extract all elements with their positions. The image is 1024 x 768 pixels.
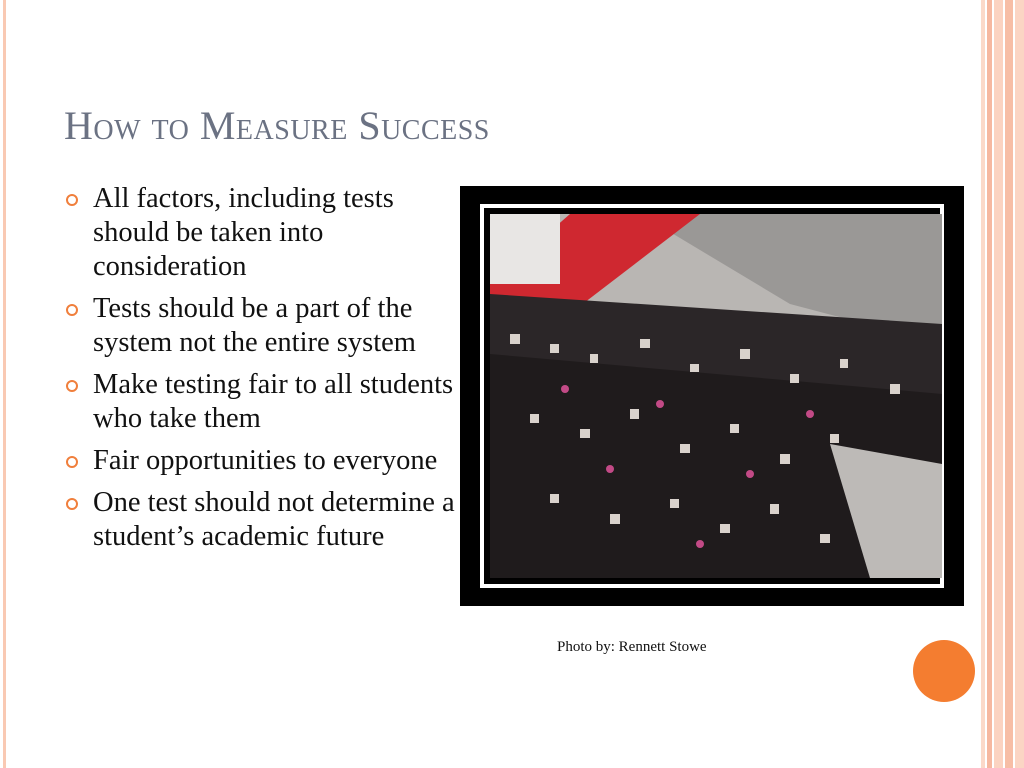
bullet-list <box>64 182 456 562</box>
graduation-crowd-image <box>490 214 942 578</box>
left-border-stripe <box>3 0 6 768</box>
bullet-icon <box>66 456 78 468</box>
bullet-icon <box>66 380 78 392</box>
bullet-text: Make testing fair to all students who take them <box>93 369 454 434</box>
list-item <box>64 486 456 554</box>
graduation-photo-frame <box>460 186 964 606</box>
list-item <box>64 368 456 436</box>
bullet-text: Tests should be a part of the system not the entire system <box>93 293 416 358</box>
graduation-photo <box>480 204 944 588</box>
list-item <box>64 444 456 478</box>
list-item <box>64 292 456 360</box>
slide-title: How to Measure Success <box>64 103 490 148</box>
photo-caption: Photo by: Rennett Stowe <box>557 639 707 655</box>
bullet-text: One test should not determine a student’s academic future <box>93 487 455 552</box>
decorative-orange-circle <box>913 640 975 702</box>
bullet-text: Fair opportunities to everyone <box>93 445 438 476</box>
list-item <box>64 182 456 284</box>
bullet-text: All factors, including tests should be taken into consideration <box>93 183 394 282</box>
bullet-icon <box>66 498 78 510</box>
bullet-icon <box>66 194 78 206</box>
bullet-icon <box>66 304 78 316</box>
